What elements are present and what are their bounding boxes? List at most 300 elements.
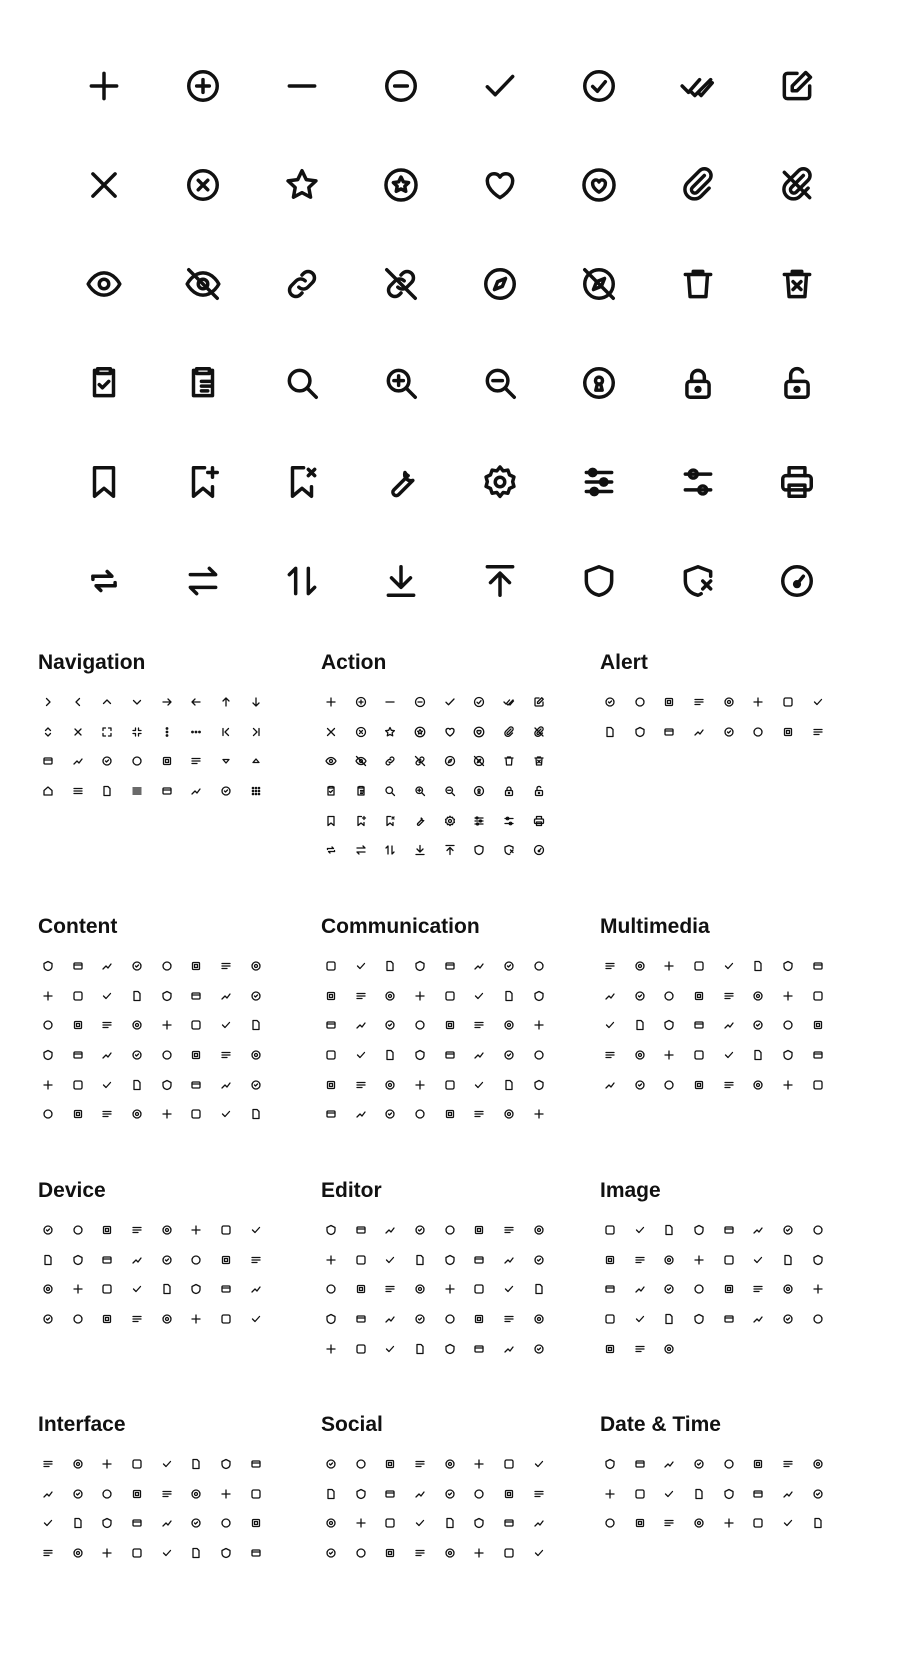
stack-icon (375, 1334, 405, 1364)
location-off-icon (524, 1040, 554, 1070)
logout-icon (131, 755, 143, 767)
node-icon (63, 1538, 93, 1568)
history-icon (604, 1488, 616, 1500)
award-icon (444, 1488, 456, 1500)
music-file-icon (663, 1049, 675, 1061)
calendar-next-icon (743, 1508, 773, 1538)
close-circle-icon (184, 166, 222, 204)
volume-mute-icon (625, 951, 655, 981)
meh-icon (384, 1458, 396, 1470)
mail-icon (346, 951, 376, 981)
smile-icon (316, 1449, 346, 1479)
radio-dot-icon (211, 1449, 241, 1479)
arrow-up-icon (220, 696, 232, 708)
trash-x-icon (524, 746, 554, 776)
sparkle-icon (604, 1283, 616, 1295)
send-icon (435, 1070, 465, 1100)
arrow-up-icon (211, 687, 241, 717)
battery-mid-icon (122, 1274, 152, 1304)
align-bottom-icon (375, 1274, 405, 1304)
bookmark-plus-icon (153, 432, 252, 531)
resize-icon (211, 1508, 241, 1538)
folder-icon (122, 981, 152, 1011)
align-top-icon (435, 1274, 465, 1304)
wifi-signal-icon (346, 1070, 376, 1100)
edit-icon (524, 687, 554, 717)
phone-icon (316, 1010, 346, 1040)
plus-icon (85, 67, 123, 105)
shopping-bag-icon (325, 1547, 337, 1559)
dislike-icon (503, 1517, 515, 1529)
collapse-icon (72, 726, 84, 738)
lock-icon (679, 364, 717, 402)
slider-icon (494, 806, 524, 836)
font-size-icon (375, 1245, 405, 1275)
playlist-edit-icon (604, 1049, 616, 1061)
clipboard-check-icon (325, 785, 337, 797)
folder-x-icon (190, 990, 202, 1002)
expand-icon (33, 717, 63, 747)
location-off-icon (533, 1049, 545, 1061)
calendar-event-icon (723, 1458, 735, 1470)
rows-icon (190, 1517, 202, 1529)
profile-card-icon (494, 1099, 524, 1129)
sigma-icon (524, 1245, 554, 1275)
shield-clock-icon (752, 1488, 764, 1500)
funnel-icon (241, 1010, 271, 1040)
no-camera-icon (346, 1538, 376, 1568)
calendar-plus-icon (684, 1449, 714, 1479)
underline-icon (524, 1215, 554, 1245)
bluetooth-search-icon (72, 1313, 84, 1325)
shield-icon (473, 844, 485, 856)
slider-icon (679, 463, 717, 501)
plus-icon (325, 696, 337, 708)
dizzy-icon (464, 1449, 494, 1479)
dribbble-icon (444, 1547, 456, 1559)
indent-icon (316, 1274, 346, 1304)
list-icon (131, 785, 143, 797)
calendar-event-icon (714, 1449, 744, 1479)
filter-lines-icon (42, 1049, 54, 1061)
box-icon (161, 1019, 173, 1031)
code-icon (101, 1079, 113, 1091)
chevron-down-icon (131, 696, 143, 708)
queue-icon (803, 1010, 833, 1040)
sort-icon (161, 785, 173, 797)
category-multimedia (600, 915, 833, 1099)
swap-vertical-icon (252, 531, 351, 630)
star-icon (252, 135, 351, 234)
close-circle-icon (153, 135, 252, 234)
satellite-icon (384, 1079, 396, 1091)
swap-horizontal-icon (153, 531, 252, 630)
star-icon (375, 717, 405, 747)
image-frame-icon (63, 1070, 93, 1100)
more-horizontal-icon (190, 726, 202, 738)
column-icon (42, 1488, 54, 1500)
filter-circle-icon (752, 1254, 764, 1266)
file-code-icon (33, 981, 63, 1011)
video-circle-icon (684, 1010, 714, 1040)
volume-low-icon (604, 960, 616, 972)
screen-icon (241, 1215, 271, 1245)
category-date-time (600, 1413, 833, 1538)
arrow-right-box-icon (42, 755, 54, 767)
zoom-in-icon (414, 785, 426, 797)
crop-icon (384, 1313, 396, 1325)
mail-open-icon (384, 960, 396, 972)
hourglass-icon (634, 1517, 646, 1529)
drop-icon (444, 1343, 456, 1355)
calendar-arrow-icon (693, 1517, 705, 1529)
filter-center-icon (190, 785, 202, 797)
wrench-icon (382, 463, 420, 501)
compass-icon (450, 234, 549, 333)
file-arrow-icon (63, 951, 93, 981)
music-file-icon (654, 1040, 684, 1070)
calendar-grid-icon (752, 1458, 764, 1470)
arrow-left-box-icon (63, 746, 93, 776)
radio-on-icon (181, 1449, 211, 1479)
check-circle-icon (473, 696, 485, 708)
forbidden-icon (812, 726, 824, 738)
close-circle-icon (355, 726, 367, 738)
video-off-icon (714, 1010, 744, 1040)
volume-low-icon (595, 951, 625, 981)
icon-grid (595, 687, 833, 746)
question-circle-icon (625, 717, 655, 747)
heart-icon (444, 726, 456, 738)
folder-image-icon (241, 981, 271, 1011)
trash-icon (503, 755, 515, 767)
refresh-icon (316, 835, 346, 865)
paint-roller-icon (494, 1274, 524, 1304)
sort-icon (152, 776, 182, 806)
link-icon (384, 755, 396, 767)
audio-wave-icon (684, 1070, 714, 1100)
apps-grid-icon (241, 776, 271, 806)
neutral-face-icon (355, 1458, 367, 1470)
gauge-icon (747, 531, 846, 630)
split-vertical-icon (464, 1334, 494, 1364)
sad-icon (414, 1458, 426, 1470)
forbidden-icon (803, 717, 833, 747)
shield-x-icon (503, 844, 515, 856)
scissors-icon (250, 1108, 262, 1120)
swap-vertical-icon (283, 562, 321, 600)
upload-tray-icon (122, 1040, 152, 1070)
tablet-wide-icon (152, 1215, 182, 1245)
checkbox-minus-icon (72, 1458, 84, 1470)
code-icon (92, 1070, 122, 1100)
trophy-icon (355, 1488, 367, 1500)
edit-icon (533, 696, 545, 708)
icon-grid (595, 951, 833, 1099)
tag-icon (773, 687, 803, 717)
caret-up-icon (250, 755, 262, 767)
superscript-icon (503, 1254, 515, 1266)
unlock-icon (533, 785, 545, 797)
book-icon (42, 1079, 54, 1091)
video-off-icon (723, 1019, 735, 1031)
arrow-right-icon (161, 696, 173, 708)
file-list-icon (211, 951, 241, 981)
headphones-icon (773, 1040, 803, 1070)
pin-top-icon (190, 1488, 202, 1500)
edit-icon (747, 36, 846, 135)
camera-icon (684, 1040, 714, 1070)
replay-icon (803, 951, 833, 981)
radio-button-icon (743, 1010, 773, 1040)
printer-icon (524, 806, 554, 836)
pin-bottom-icon (250, 1488, 262, 1500)
chevron-right-icon (33, 687, 63, 717)
clipboard-icon (63, 1010, 93, 1040)
focus-frame-icon (604, 1343, 616, 1355)
image-settings-icon (723, 1224, 735, 1236)
file-icon (42, 960, 54, 972)
battery-icon (33, 1274, 63, 1304)
blog-icon (384, 1517, 396, 1529)
plus-circle-icon (346, 687, 376, 717)
keyhole-icon (464, 776, 494, 806)
strikethrough-icon (414, 1254, 426, 1266)
expand-icon (42, 726, 54, 738)
compass-off-icon (549, 234, 648, 333)
rewind-circle-icon (773, 951, 803, 981)
label-icon (190, 1079, 202, 1091)
photo-frame-icon (604, 1313, 616, 1325)
zoom-out-icon (435, 776, 465, 806)
upload-top-icon (481, 562, 519, 600)
sliders-icon (549, 432, 648, 531)
hard-drive-icon (161, 1254, 173, 1266)
attachment-off-icon (533, 726, 545, 738)
twitter-icon (503, 1547, 515, 1559)
minus-circle-icon (382, 67, 420, 105)
chat-square-icon (533, 990, 545, 1002)
volume-high-icon (693, 960, 705, 972)
note-alert-icon (803, 687, 833, 717)
attachment-icon (494, 717, 524, 747)
focus-icon (654, 1245, 684, 1275)
frame-icon (634, 1283, 646, 1295)
memory-icon (220, 1254, 232, 1266)
file-check-icon (101, 960, 113, 972)
sort-right-icon (101, 1049, 113, 1061)
play-box-icon (752, 1079, 764, 1091)
check-circle-icon (580, 67, 618, 105)
exclamation-circle-icon (714, 717, 744, 747)
eyedropper-icon (743, 1274, 773, 1304)
video-icon (654, 1010, 684, 1040)
share-down-icon (533, 1079, 545, 1091)
minus-icon (252, 36, 351, 135)
album-icon (803, 1215, 833, 1245)
hard-drive-icon (152, 1245, 182, 1275)
flower-icon (803, 1245, 833, 1275)
phone-call-icon (346, 1010, 376, 1040)
download-icon (382, 562, 420, 600)
double-check-icon (679, 67, 717, 105)
eye-icon (325, 755, 337, 767)
broadcast-icon (494, 1010, 524, 1040)
label-icon (181, 1070, 211, 1100)
sliders-icon (473, 815, 485, 827)
align-top-icon (444, 1283, 456, 1295)
watch-icon (72, 1254, 84, 1266)
volume-icon (654, 951, 684, 981)
checkbox-checked-icon (42, 1458, 54, 1470)
laugh-icon (494, 1449, 524, 1479)
category-title: Navigation (38, 651, 146, 674)
cart-icon (161, 1079, 173, 1091)
user-settings-icon (375, 981, 405, 1011)
cpu-icon (152, 1304, 182, 1334)
spreadsheet-icon (533, 1313, 545, 1325)
flag-icon (220, 1019, 232, 1031)
volume-off-icon (714, 951, 744, 981)
heart-icon (450, 135, 549, 234)
user-group-icon (355, 990, 367, 1002)
double-check-icon (503, 696, 515, 708)
cloud-check-icon (63, 1099, 93, 1129)
wifi-signal-icon (355, 1079, 367, 1091)
calendar-note-icon (211, 1040, 241, 1070)
radio-button-icon (752, 1019, 764, 1031)
calendar-icon (604, 1458, 616, 1470)
puzzle-icon (101, 1547, 113, 1559)
scan-icon (803, 1274, 833, 1304)
font-icon (355, 1254, 367, 1266)
chat-bubble-icon (435, 981, 465, 1011)
icon-grid (316, 1215, 554, 1363)
checkbox-checked-icon (33, 1449, 63, 1479)
exposure-icon (693, 1254, 705, 1266)
cast-connected-icon (241, 1274, 271, 1304)
toggle-off-icon (122, 1449, 152, 1479)
cloud-check-icon (72, 1108, 84, 1120)
sparkle-icon (595, 1274, 625, 1304)
paste-icon (211, 1099, 241, 1129)
cpu-icon (161, 1313, 173, 1325)
gallery-icon (743, 1215, 773, 1245)
star-circle-icon (351, 135, 450, 234)
clock-icon (654, 1479, 684, 1509)
gauge-icon (533, 844, 545, 856)
outdent-icon (355, 1283, 367, 1295)
phone-missed-icon (435, 1010, 465, 1040)
music-note-icon (634, 1049, 646, 1061)
record-icon (752, 990, 764, 1002)
funnel-icon (250, 1019, 262, 1031)
crop-rotate-icon (684, 1304, 714, 1334)
move-icon (533, 1343, 545, 1355)
play-icon (604, 990, 616, 1002)
shield-icon (549, 531, 648, 630)
satellite-icon (375, 1070, 405, 1100)
tag-icon (782, 696, 794, 708)
question-circle-icon (634, 726, 646, 738)
file-list-icon (220, 960, 232, 972)
at-circle-icon (325, 1517, 337, 1529)
flash-on-icon (714, 1274, 744, 1304)
filter-icon (220, 785, 232, 797)
hashtag-icon (161, 1547, 173, 1559)
duplicate-icon (211, 1538, 241, 1568)
volume-off-icon (723, 960, 735, 972)
crop-rotate-icon (693, 1313, 705, 1325)
star-badge-icon (405, 1508, 435, 1538)
bookmark-x-icon (252, 432, 351, 531)
grid-dense-icon (72, 1517, 84, 1529)
clipboard-list-icon (346, 776, 376, 806)
shopping-bag-icon (316, 1538, 346, 1568)
chat-dots-icon (494, 981, 524, 1011)
bold-icon (473, 1224, 485, 1236)
brightness-icon (714, 1304, 744, 1334)
image-icon (595, 1215, 625, 1245)
phone-outgoing-icon (414, 1019, 426, 1031)
flash-icon (33, 1304, 63, 1334)
chevron-right-icon (42, 696, 54, 708)
calendar-dots-icon (782, 1458, 794, 1470)
nfc-icon (181, 1274, 211, 1304)
chat-round-icon (473, 990, 485, 1002)
upload-tray-icon (131, 1049, 143, 1061)
phone-incoming-icon (384, 1019, 396, 1031)
double-check-icon (494, 687, 524, 717)
window-split-icon (250, 1517, 262, 1529)
category-title: Social (321, 1413, 383, 1436)
font-icon (346, 1245, 376, 1275)
coffee-icon (316, 1479, 346, 1509)
calendar-plus-icon (693, 1458, 705, 1470)
bookmark-plus-icon (346, 806, 376, 836)
columns-icon (152, 1508, 182, 1538)
italic-icon (494, 1215, 524, 1245)
paint-roller-icon (503, 1283, 515, 1295)
user-settings-icon (384, 990, 396, 1002)
image-plus-icon (625, 1215, 655, 1245)
file-text-icon (181, 951, 211, 981)
volume-mute-icon (634, 960, 646, 972)
tv-icon (220, 1224, 232, 1236)
mail-open-icon (375, 951, 405, 981)
plus-circle-icon (184, 67, 222, 105)
battery-icon (42, 1283, 54, 1295)
sigma-icon (533, 1254, 545, 1266)
collapse-icon (63, 717, 93, 747)
icon-grid (33, 951, 271, 1129)
grid-dense-icon (63, 1508, 93, 1538)
contact-card-icon (464, 1099, 494, 1129)
file-shared-icon (92, 981, 122, 1011)
plus-circle-icon (355, 696, 367, 708)
user-group-icon (346, 981, 376, 1011)
rewind-circle-icon (782, 960, 794, 972)
laugh-icon (503, 1458, 515, 1470)
drop-icon (435, 1334, 465, 1364)
headphones-icon (782, 1049, 794, 1061)
arrow-left-icon (181, 687, 211, 717)
quote-icon (524, 1274, 554, 1304)
file-minus-icon (161, 960, 173, 972)
info-circle-2-icon (663, 726, 675, 738)
icon-grid (595, 1215, 833, 1363)
download-icon (414, 844, 426, 856)
